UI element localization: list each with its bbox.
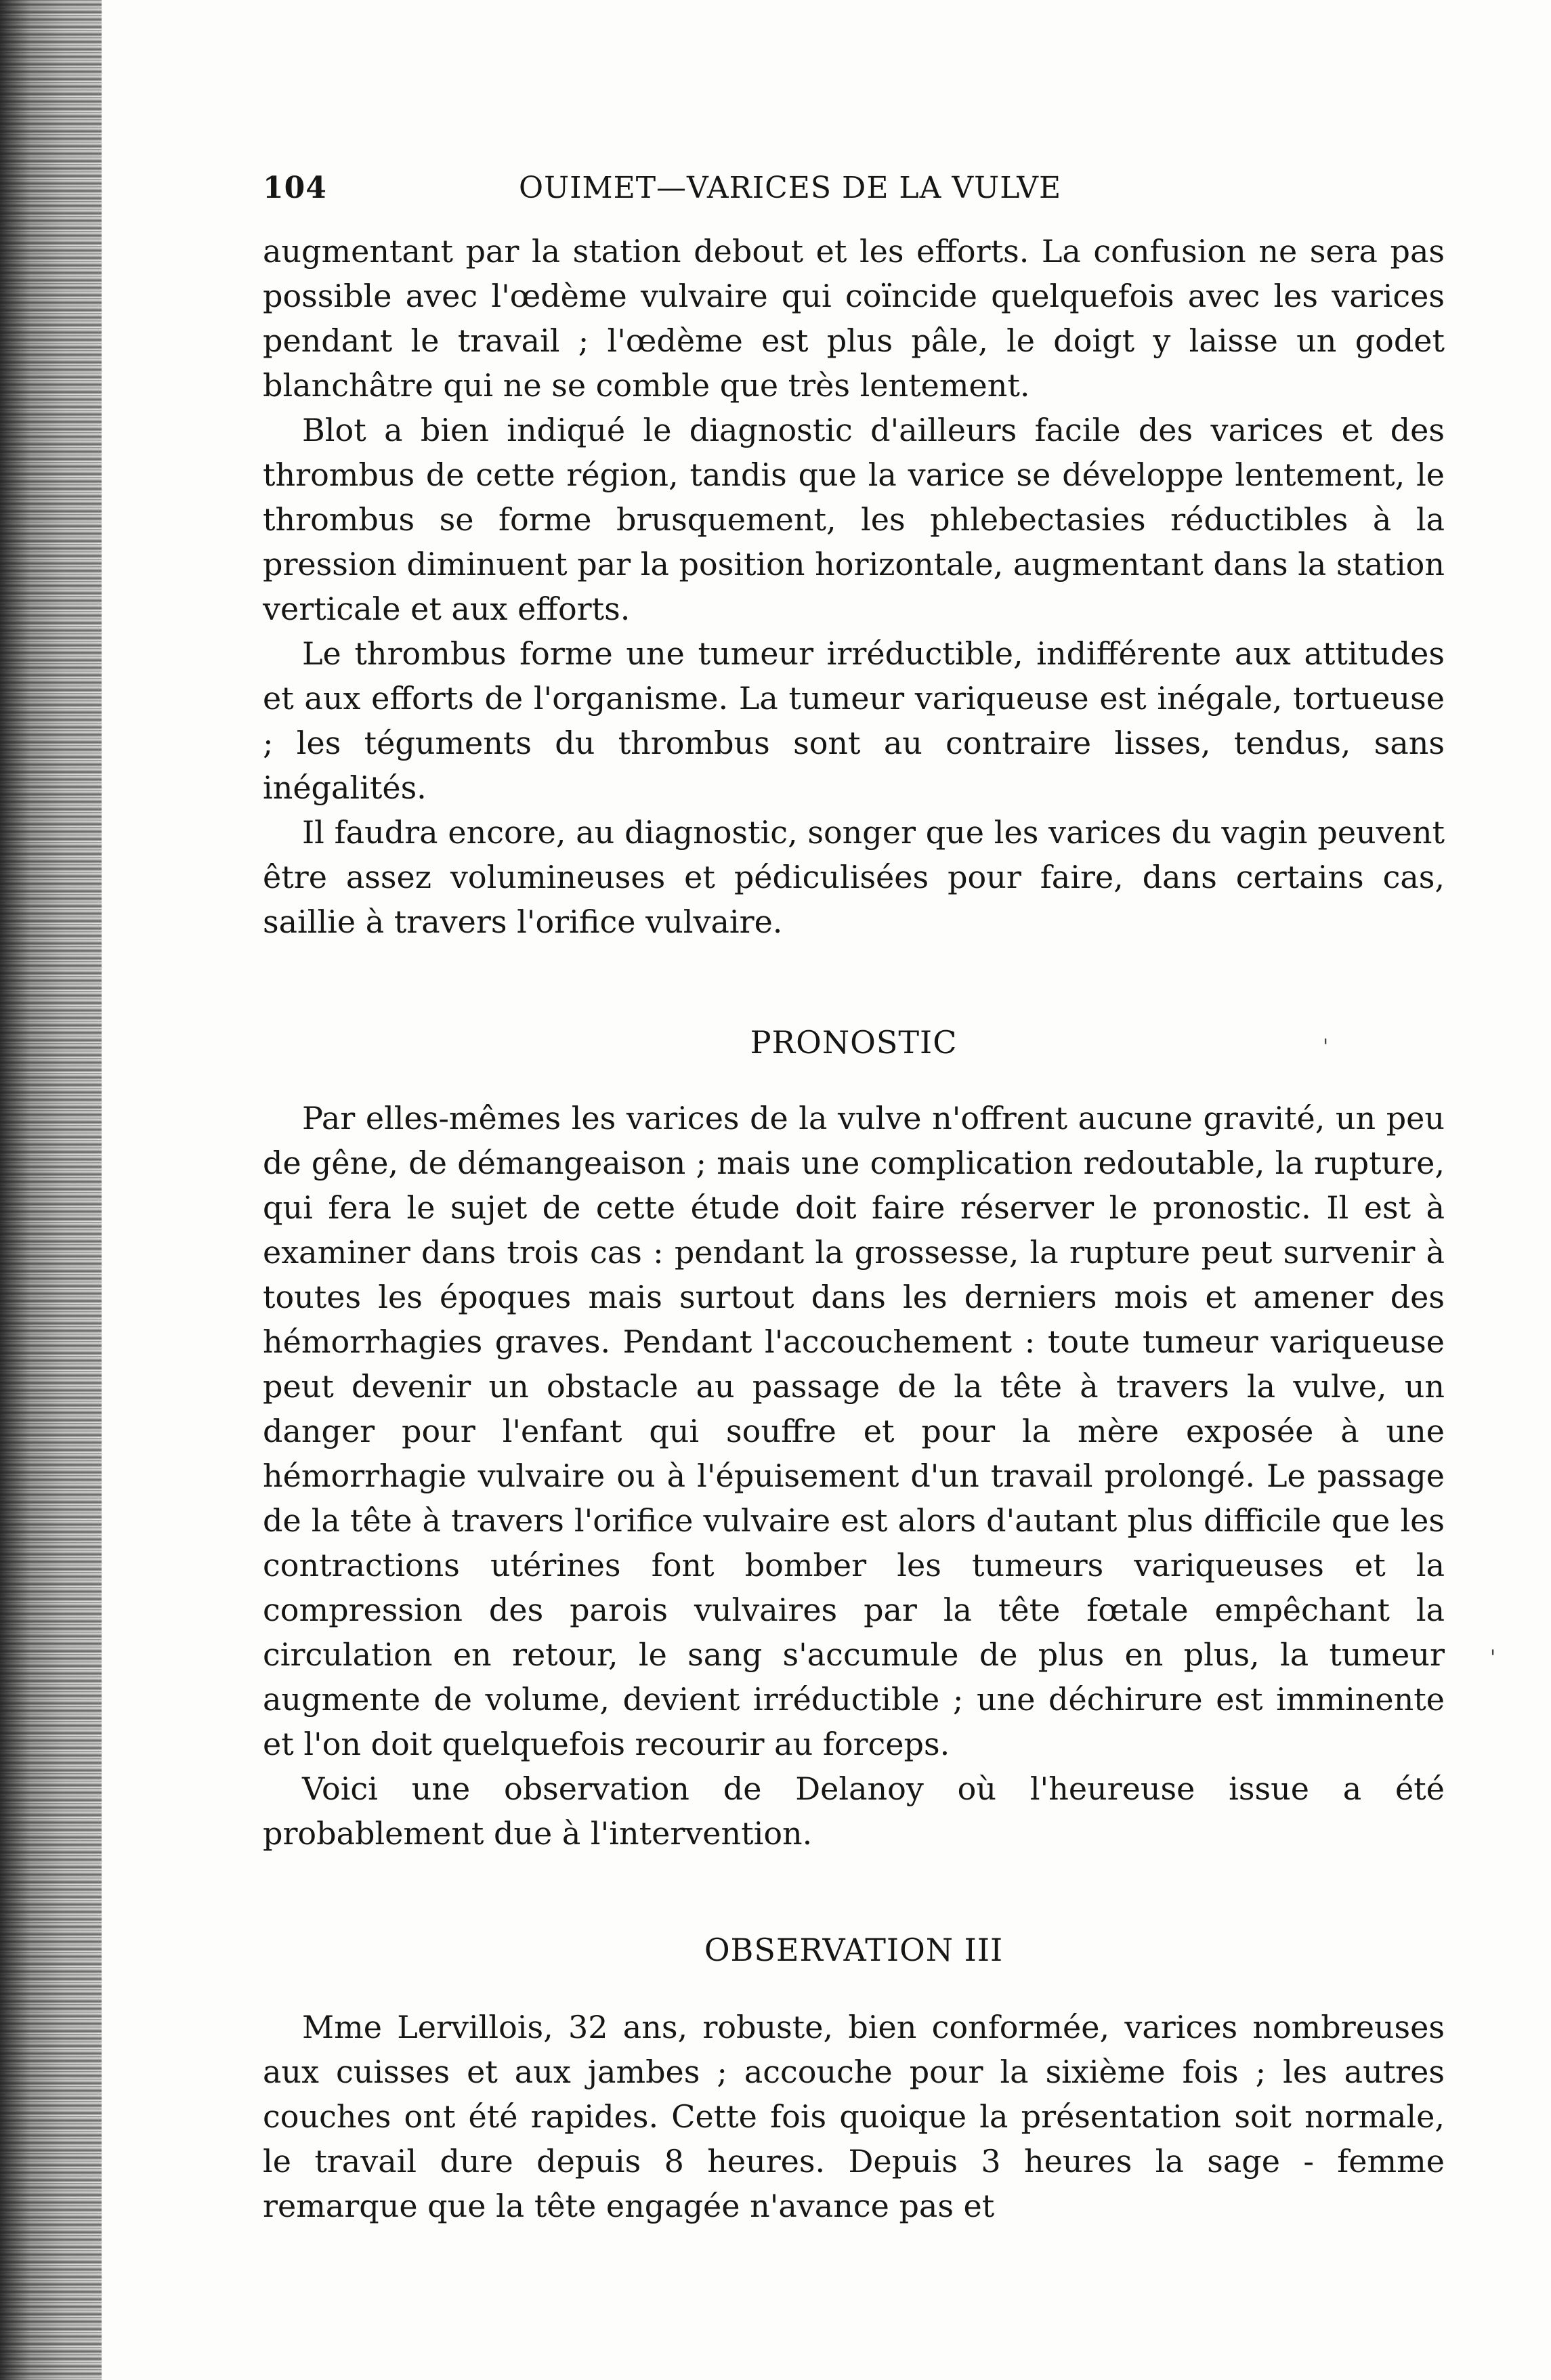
paragraph-blot: Blot a bien indiqué le diagnostic d'ailleurs facile des varices et des thrombus de cette région, tandis que la varice se développe lentement, le thrombus se forme brusquement, les phlebectasies réductibles à la pression diminuent par la position horizontale, augmentant dans la station verticale et aux efforts. (263, 412, 1445, 627)
stray-print-mark: ' (1490, 1646, 1496, 1670)
paragraph-observation: Mme Lervillois, 32 ans, robuste, bien conformée, varices nombreuses aux cuisses et aux jambes ; accouche pour la sixième fois ; les autres couches ont été rapides. Cette fois quoique la présentation soit normale, le travail dure depuis 8 heures. Depuis 3 heures la sage - femme remarque que la tête engagée n'avance pas et (263, 2009, 1445, 2224)
body-text-observation (263, 2005, 1445, 2228)
body-text-pronostic (263, 1096, 1445, 1856)
paragraph-vagin: Il faudra encore, au diagnostic, songer que les varices du vagin peuvent être assez volumineuses et pédiculisées pour faire, dans certains cas, saillie à travers l'orifice vulvaire. (263, 814, 1445, 940)
stray-print-mark: ' (1323, 1035, 1329, 1059)
page-binding-edge (0, 0, 102, 2380)
page-header (263, 171, 1157, 218)
heading-observation: OBSERVATION III (704, 1932, 1004, 1968)
heading-pronostic: PRONOSTIC (750, 1024, 958, 1061)
paragraph-delanoy: Voici une observation de Delanoy où l'heureuse issue a été probablement due à l'intervention. (263, 1770, 1445, 1852)
running-title: OUIMET—VARICES DE LA VULVE (519, 171, 1062, 205)
page-number: 104 (263, 171, 327, 205)
paragraph-thrombus: Le thrombus forme une tumeur irréductible, indifférente aux attitudes et aux efforts de l'organisme. La tumeur variqueuse est inégale, tortueuse ; les téguments du thrombus sont au contraire lisses, tendus, sans inégalités. (263, 635, 1445, 806)
paragraph-pronostic: Par elles-mêmes les varices de la vulve n'offrent aucune gravité, un peu de gêne, de démangeaison ; mais une complication redoutable, la rupture, qui fera le sujet de cette étude doit faire réserver le pronostic. Il est à examiner dans trois cas : pendant la grossesse, la rupture peut survenir à toutes les époques mais surtout dans les derniers mois et amener des hémorrhagies graves. Pendant l'accouchement : toute tumeur variqueuse peut devenir un obstacle au passage de la tête à travers la vulve, un danger pour l'enfant qui souffre et pour la mère exposée à une hémorrhagie vulvaire ou à l'épuisement d'un travail prolongé. Le passage de la tête à travers l'orifice vulvaire est alors d'autant plus difficile que les contractions utérines font bomber les tumeurs variqueuses et la compression des parois vulvaires par la tête fœtale empêchant la circulation en retour, le sang s'accumule de plus en plus, la tumeur augmente de volume, devient irréductible ; une déchirure est imminente et l'on doit quelquefois recourir au forceps. (263, 1100, 1445, 1762)
paragraph-continuation: augmentant par la station debout et les efforts. La confusion ne sera pas possible avec l'œdème vulvaire qui coïncide quelquefois avec les varices pendant le travail ; l'œdème est plus pâle, le doigt y laisse un godet blanchâtre qui ne se comble que très lentement. (263, 233, 1445, 404)
body-text-top (263, 229, 1445, 944)
